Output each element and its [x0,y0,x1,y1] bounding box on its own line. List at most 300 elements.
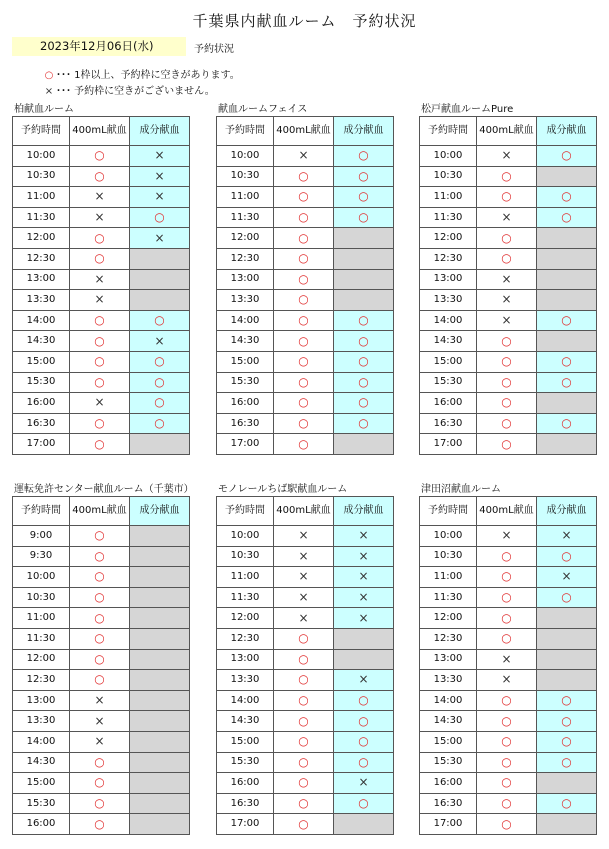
circle-icon: ○ [154,374,165,389]
cross-icon: × [94,693,105,708]
cross-icon: × [358,590,369,605]
component-status [130,690,190,711]
whole-blood-status [274,166,334,187]
component-status [334,434,394,455]
component-status [334,608,394,629]
time-cell: 12:30 [420,628,477,649]
table-row [13,628,190,649]
table-row [420,166,597,187]
header-whole: 400mL献血 [70,497,130,526]
circle-icon: ○ [358,734,369,749]
cross-icon: × [501,651,512,666]
component-status [130,393,190,414]
table-row [420,146,597,167]
component-status [130,207,190,228]
whole-blood-status [274,690,334,711]
legend-full [42,82,215,97]
circle-icon: ○ [561,354,572,369]
circle-icon: ○ [94,528,105,543]
component-status [537,228,597,249]
time-cell: 17:00 [420,434,477,455]
circle-icon: ○ [298,189,309,204]
table-row [217,814,394,835]
component-status [537,649,597,670]
table-row [13,351,190,372]
whole-blood-status [274,372,334,393]
whole-blood-status [70,166,130,187]
table-row [217,146,394,167]
whole-blood-status [274,628,334,649]
component-status [334,690,394,711]
time-cell: 16:00 [217,393,274,414]
whole-blood-status [477,434,537,455]
time-cell: 16:00 [217,773,274,794]
component-status [537,187,597,208]
table-row [420,731,597,752]
circle-icon: ○ [94,313,105,328]
whole-blood-status [477,608,537,629]
whole-blood-status [274,814,334,835]
circle-icon: ○ [94,548,105,563]
circle-icon: ○ [94,354,105,369]
time-cell: 15:00 [217,731,274,752]
table-row [13,269,190,290]
whole-blood-status [70,187,130,208]
table-row [217,187,394,208]
whole-blood-status [274,413,334,434]
circle-icon: ○ [298,168,309,183]
table-row [420,393,597,414]
circle-icon: ○ [561,148,572,163]
whole-blood-status [70,248,130,269]
time-cell: 12:00 [13,228,70,249]
table-row [420,587,597,608]
circle-icon: ○ [501,436,512,451]
table-row [420,649,597,670]
cross-icon: × [154,168,165,183]
table-row [217,372,394,393]
time-cell: 10:00 [13,567,70,588]
component-status [537,310,597,331]
component-status [334,331,394,352]
component-status [130,567,190,588]
header-whole: 400mL献血 [70,117,130,146]
component-status [334,351,394,372]
time-cell: 15:30 [420,752,477,773]
table-row [420,526,597,547]
time-cell: 14:00 [217,310,274,331]
header-component: 成分献血 [130,117,190,146]
header-component: 成分献血 [537,497,597,526]
component-status [334,711,394,732]
time-cell: 14:00 [420,690,477,711]
time-cell: 15:00 [420,351,477,372]
component-status [334,752,394,773]
whole-blood-status [477,773,537,794]
table-row [217,731,394,752]
table-row [420,228,597,249]
circle-icon: ○ [298,672,309,687]
circle-icon: ○ [358,374,369,389]
whole-blood-status [70,567,130,588]
circle-icon: ○ [358,313,369,328]
component-status [537,670,597,691]
whole-blood-status [274,331,334,352]
whole-blood-status [70,608,130,629]
cross-icon: × [561,528,572,543]
component-status [537,628,597,649]
table-row [217,228,394,249]
component-status [130,670,190,691]
circle-icon: ○ [358,796,369,811]
component-status [334,207,394,228]
whole-blood-status [274,587,334,608]
schedule-table-kashiwa [12,116,190,455]
table-row [217,752,394,773]
table-header-row [420,497,597,526]
component-status [130,546,190,567]
whole-blood-status [70,526,130,547]
time-cell: 15:30 [13,372,70,393]
header-whole: 400mL献血 [274,117,334,146]
circle-icon: ○ [561,548,572,563]
cross-icon: × [94,292,105,307]
circle-icon: ○ [358,713,369,728]
component-status [537,752,597,773]
component-status [130,711,190,732]
table-row [13,690,190,711]
component-status [130,773,190,794]
whole-blood-status [274,207,334,228]
circle-icon: ○ [298,313,309,328]
component-status [130,628,190,649]
table-row [217,711,394,732]
time-cell: 13:30 [13,290,70,311]
time-cell: 17:00 [217,814,274,835]
circle-icon: ○ [298,436,309,451]
header-time: 予約時間 [217,117,274,146]
table-row [217,526,394,547]
table-row [217,166,394,187]
component-status [130,434,190,455]
table-row [13,331,190,352]
circle-icon: ○ [298,713,309,728]
circle-icon: ○ [358,416,369,431]
circle-icon: ○ [94,651,105,666]
circle-icon: ○ [561,590,572,605]
component-status [130,248,190,269]
cross-icon: × [358,672,369,687]
schedule-table-license-center [12,496,190,835]
whole-blood-status [274,649,334,670]
table-row [13,207,190,228]
whole-blood-status [477,793,537,814]
room-title-matsudo: 松戸献血ルームPure [421,104,514,115]
cross-icon: × [298,548,309,563]
cross-icon: × [358,569,369,584]
time-cell: 13:00 [13,690,70,711]
circle-icon: ○ [94,610,105,625]
whole-blood-status [70,393,130,414]
circle-icon: ○ [501,569,512,584]
whole-blood-status [477,393,537,414]
whole-blood-status [477,628,537,649]
header-component: 成分献血 [334,497,394,526]
time-cell: 11:30 [420,207,477,228]
whole-blood-status [477,372,537,393]
component-status [334,793,394,814]
circle-icon: ○ [94,775,105,790]
whole-blood-status [274,670,334,691]
whole-blood-status [477,711,537,732]
table-row [217,546,394,567]
circle-icon: ○ [94,631,105,646]
whole-blood-status [274,248,334,269]
table-row [13,166,190,187]
circle-icon: ○ [94,590,105,605]
legend-available [42,66,240,81]
whole-blood-status [477,146,537,167]
time-cell: 11:30 [13,207,70,228]
time-cell: 9:30 [13,546,70,567]
table-row [13,752,190,773]
time-cell: 14:30 [13,752,70,773]
circle-icon: ○ [298,354,309,369]
table-row [217,248,394,269]
time-cell: 14:00 [217,690,274,711]
whole-blood-status [70,290,130,311]
whole-blood-status [70,228,130,249]
cross-icon: × [298,590,309,605]
time-cell: 11:00 [217,187,274,208]
table-header-row [217,117,394,146]
room-title-monorail-chiba: モノレールちば駅献血ルーム [218,484,348,495]
time-cell: 12:30 [13,248,70,269]
time-cell: 11:30 [13,628,70,649]
whole-blood-status [274,393,334,414]
table-row [13,814,190,835]
table-row [420,773,597,794]
whole-blood-status [274,546,334,567]
circle-icon: ○ [561,210,572,225]
whole-blood-status [70,207,130,228]
table-row [217,310,394,331]
component-status [537,393,597,414]
time-cell: 17:00 [217,434,274,455]
time-cell: 14:00 [13,310,70,331]
time-cell: 13:30 [217,290,274,311]
circle-icon: ○ [94,672,105,687]
cross-icon: × [94,734,105,749]
component-status [130,310,190,331]
time-cell: 10:30 [13,587,70,608]
time-cell: 13:30 [217,670,274,691]
table-row [217,413,394,434]
circle-icon: ○ [561,693,572,708]
time-cell: 11:30 [217,587,274,608]
table-row [13,393,190,414]
circle-icon: ○ [358,210,369,225]
circle-icon: ○ [501,230,512,245]
circle-icon: ○ [501,631,512,646]
time-cell: 15:00 [13,773,70,794]
cross-icon: × [501,210,512,225]
circle-icon: ○ [298,416,309,431]
cross-icon: × [501,528,512,543]
header-component: 成分献血 [334,117,394,146]
whole-blood-status [477,187,537,208]
whole-blood-status [477,670,537,691]
table-row [217,773,394,794]
circle-icon: ○ [501,354,512,369]
whole-blood-status [477,310,537,331]
table-row [13,649,190,670]
table-row [420,711,597,732]
whole-blood-status [70,331,130,352]
circle-icon: ○ [561,374,572,389]
time-cell: 14:30 [420,711,477,732]
table-row [13,567,190,588]
legend-available-text: ･･･ 1枠以上、予約枠に空きがあります。 [56,70,240,81]
time-cell: 10:00 [217,526,274,547]
circle-icon: ○ [358,333,369,348]
circle-icon: ○ [298,651,309,666]
component-status [537,587,597,608]
circle-icon: ○ [501,610,512,625]
circle-icon: ○ [358,395,369,410]
whole-blood-status [70,351,130,372]
circle-icon: ○ [501,775,512,790]
table-row [420,608,597,629]
time-cell: 14:30 [217,331,274,352]
cross-icon: × [298,610,309,625]
circle-icon: ○ [358,693,369,708]
circle-icon: ○ [501,754,512,769]
component-status [537,351,597,372]
component-status [334,166,394,187]
component-status [334,146,394,167]
table-row [420,187,597,208]
table-row [13,372,190,393]
whole-blood-status [477,290,537,311]
cross-icon: × [561,569,572,584]
time-cell: 14:30 [13,331,70,352]
table-row [420,290,597,311]
circle-icon: ○ [501,548,512,563]
table-row [13,608,190,629]
circle-icon: ○ [501,333,512,348]
header-component: 成分献血 [130,497,190,526]
room-title-kashiwa: 柏献血ルーム [14,104,74,115]
table-row [217,393,394,414]
cross-icon: × [154,189,165,204]
header-whole: 400mL献血 [477,117,537,146]
table-row [13,587,190,608]
component-status [130,269,190,290]
time-cell: 9:00 [13,526,70,547]
time-cell: 12:30 [13,670,70,691]
whole-blood-status [70,587,130,608]
component-status [334,248,394,269]
time-cell: 16:30 [420,413,477,434]
circle-icon: ○ [298,631,309,646]
time-cell: 16:30 [13,413,70,434]
circle-icon: ○ [298,734,309,749]
table-row [420,670,597,691]
cross-icon: × [94,713,105,728]
table-row [13,413,190,434]
table-row [217,331,394,352]
circle-icon: ○ [154,313,165,328]
circle-icon: ○ [298,251,309,266]
time-cell: 14:00 [13,731,70,752]
cross-icon: × [298,148,309,163]
component-status [334,731,394,752]
cross-icon: × [358,528,369,543]
component-status [334,393,394,414]
circle-icon: ○ [94,251,105,266]
header-component: 成分献血 [537,117,597,146]
whole-blood-status [274,310,334,331]
cross-icon: × [501,271,512,286]
cross-icon: × [154,333,165,348]
component-status [537,146,597,167]
component-status [334,670,394,691]
circle-icon: ○ [561,734,572,749]
component-status [334,814,394,835]
table-row [217,567,394,588]
date-caption: 予約状況 [194,44,234,55]
whole-blood-status [274,567,334,588]
circle-icon: ○ [298,210,309,225]
component-status [537,290,597,311]
circle-icon: ○ [298,693,309,708]
circle-icon: ○ [561,713,572,728]
table-row [420,310,597,331]
component-status [130,413,190,434]
circle-icon: ○ [501,189,512,204]
time-cell: 12:00 [217,228,274,249]
time-cell: 14:30 [217,711,274,732]
header-time: 予約時間 [13,117,70,146]
whole-blood-status [477,731,537,752]
cross-icon: × [501,148,512,163]
circle-icon: ○ [94,168,105,183]
cross-icon: × [154,148,165,163]
whole-blood-status [477,207,537,228]
table-row [217,434,394,455]
whole-blood-status [477,649,537,670]
whole-blood-status [477,814,537,835]
time-cell: 11:00 [420,187,477,208]
component-status [537,690,597,711]
whole-blood-status [274,793,334,814]
time-cell: 13:00 [217,649,274,670]
circle-icon: ○ [94,230,105,245]
time-cell: 12:30 [420,248,477,269]
whole-blood-status [70,773,130,794]
circle-icon: ○ [561,754,572,769]
cross-icon: × [94,210,105,225]
component-status [130,752,190,773]
time-cell: 11:30 [420,587,477,608]
schedule-table-matsudo [419,116,597,455]
whole-blood-status [477,413,537,434]
table-row [420,372,597,393]
whole-blood-status [274,269,334,290]
component-status [537,269,597,290]
table-row [217,793,394,814]
